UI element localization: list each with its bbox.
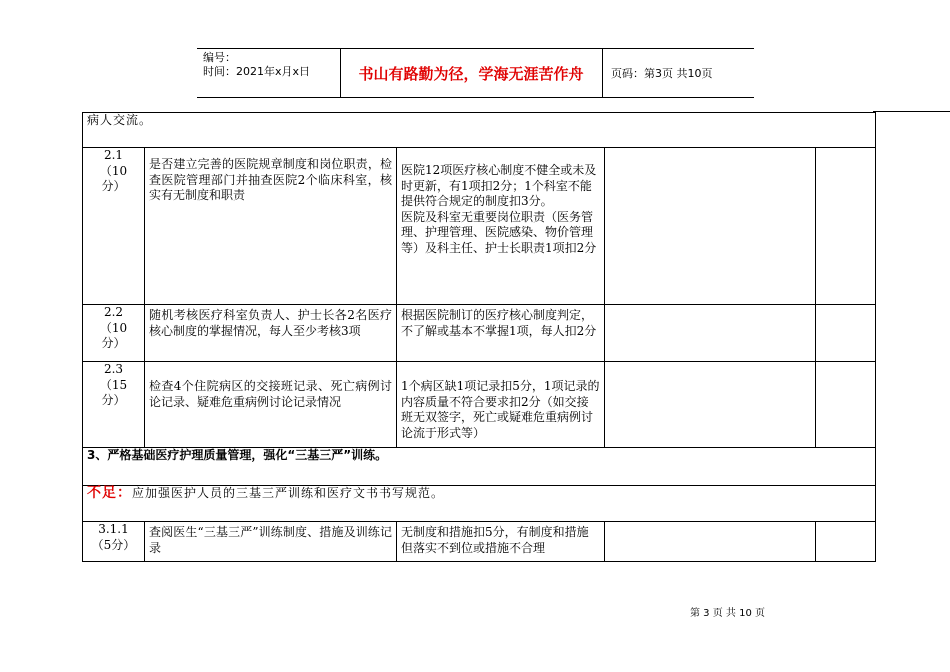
result-cell — [605, 522, 816, 562]
code-label: 编号： — [203, 51, 236, 64]
scoring-criteria: 根据医院制订的医疗核心制度判定，不了解或基本不掌握1项，每人扣2分 — [397, 305, 605, 362]
score-cell — [816, 522, 876, 562]
item-number: 2.3 （15 分） — [83, 362, 145, 448]
deficiency-note — [83, 486, 876, 522]
result-cell — [605, 362, 816, 448]
section-heading: 3、严格基础医疗护理质量管理，强化“三基三严”训练。 — [83, 448, 876, 486]
table-row — [83, 448, 876, 486]
item-number: 2.1 （10 分） — [83, 148, 145, 305]
assessment-table — [82, 112, 876, 562]
header-meta — [203, 51, 310, 79]
header-motto: 书山有路勤为径，学海无涯苦作舟 — [358, 64, 584, 83]
score-cell — [816, 148, 876, 305]
score-cell — [816, 305, 876, 362]
result-cell — [605, 305, 816, 362]
scoring-criteria: 1个病区缺1项记录扣5分，1项记录的内容质量不符合要求扣2分（如交接班无双签字，死亡或疑难危重病例讨论流于形式等） — [397, 362, 605, 448]
time-label: 时间：2021年x月x日 — [203, 65, 311, 78]
table-top-extension — [873, 111, 950, 112]
check-method: 是否建立完善的医院规章制度和岗位职责，检查医院管理部门并抽查医院2个临床科室，核实有无制度和职责 — [145, 148, 397, 305]
table-row — [83, 522, 876, 562]
deficiency-label: 不足： — [87, 485, 132, 501]
scoring-criteria: 无制度和措施扣5分，有制度和措施但落实不到位或措施不合理 — [397, 522, 605, 562]
header-divider — [602, 49, 603, 97]
check-method: 随机考核医疗科室负责人、护士长各2名医疗核心制度的掌握情况，每人至少考核3项 — [145, 305, 397, 362]
item-number: 3.1.1 （5分） — [83, 522, 145, 562]
table-row — [83, 305, 876, 362]
header-page-number: 页码：第3页 共10页 — [611, 67, 713, 80]
score-cell — [816, 362, 876, 448]
deficiency-text: 应加强医护人员的三基三严训练和医疗文书书写规范。 — [132, 486, 445, 500]
check-method: 检查4个住院病区的交接班记录、死亡病例讨论记录、疑难危重病例讨论记录情况 — [145, 362, 397, 448]
table-row — [83, 148, 876, 305]
page-footer: 第 3 页 共 10 页 — [690, 608, 765, 619]
table-row — [83, 486, 876, 522]
table-row — [83, 362, 876, 448]
page-header — [197, 48, 754, 98]
scoring-criteria: 医院12项医疗核心制度不健全或未及时更新，有1项扣2分；1个科室不能提供符合规定的制度扣3分。 医院及科室无重要岗位职责（医务管理、护理管理、医院感染、物价管理等）及科主任、护士长职责1项扣2分 — [397, 148, 605, 305]
table-row — [83, 113, 876, 148]
check-method: 查阅医生“三基三严”训练制度、措施及训练记录 — [145, 522, 397, 562]
intro-text: 病人交流。 — [83, 113, 876, 148]
result-cell — [605, 148, 816, 305]
item-number: 2.2 （10 分） — [83, 305, 145, 362]
